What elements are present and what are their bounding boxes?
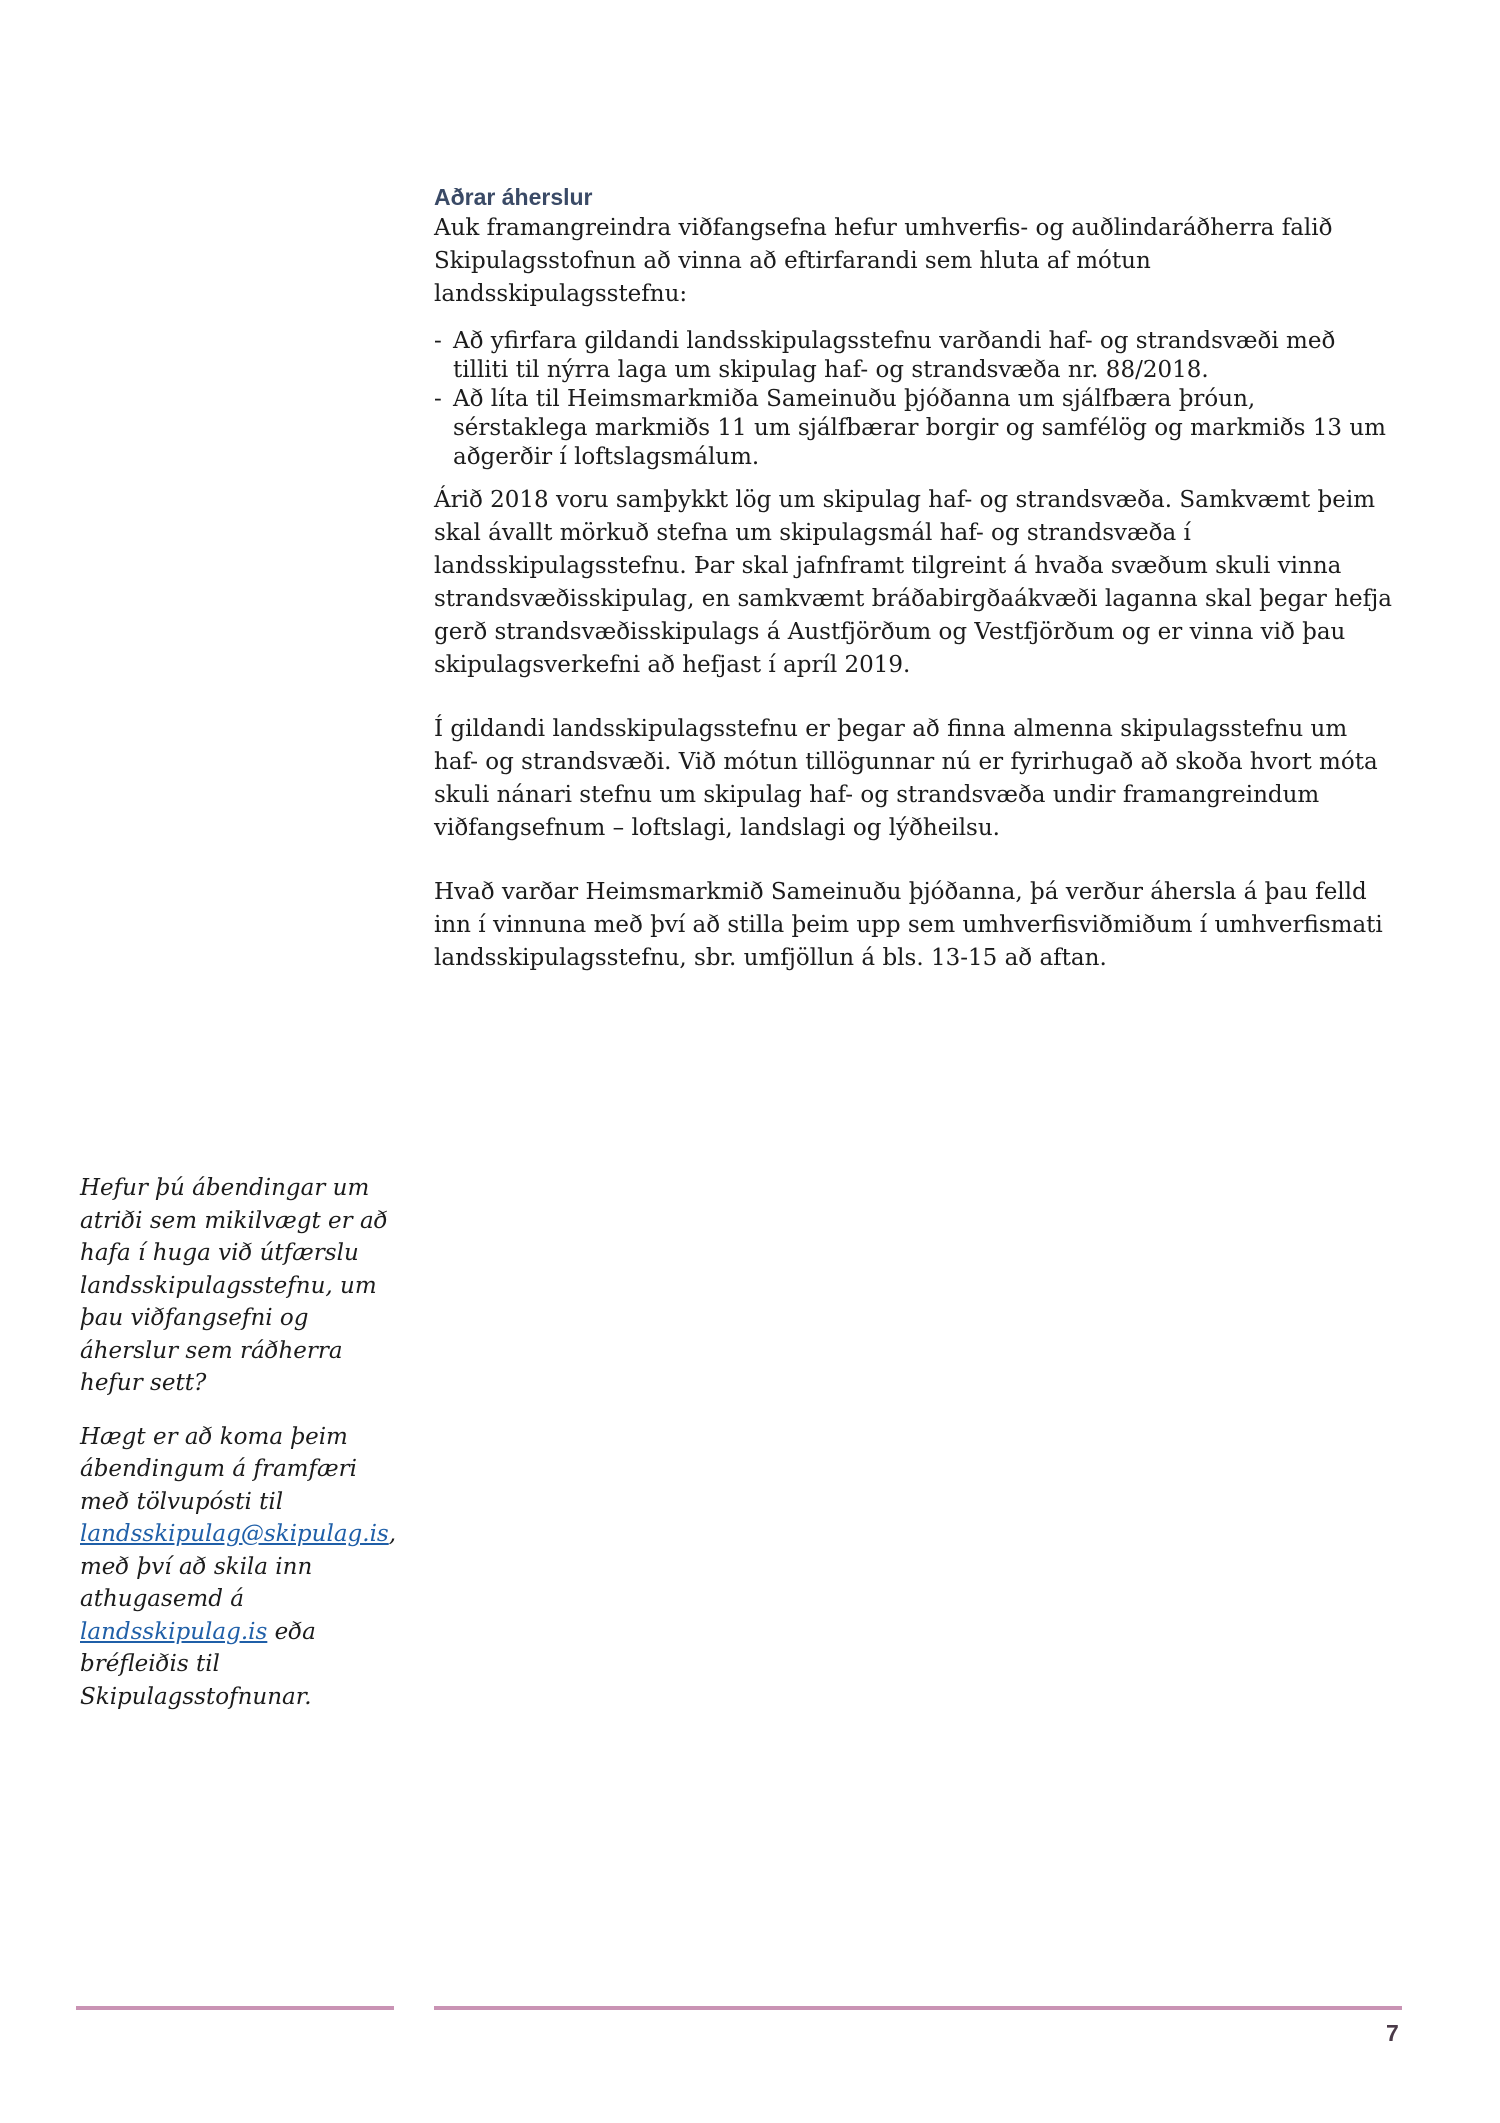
paragraph-global-goals: Hvað varðar Heimsmarkmið Sameinuðu þjóðanna, þá verður áhersla á þau felld inn í vinnuna með því að stilla þeim upp sem umhverfisviðmiðum í umhverfismati landsskipulagsstefnu, sbr. umfjöllun á bls. 13-15 að aftan. [434, 879, 1383, 971]
paragraph-coastal-law: Árið 2018 voru samþykkt lög um skipulag haf- og strandsvæða. Samkvæmt þeim skal ávallt mörkuð stefna um skipulagsmál haf- og strandsvæða í landsskipulagsstefnu. Þar skal jafnframt tilgreint á hvaða svæðum skuli vinna strandsvæðisskipulag, en samkvæmt bráðabirgðaákvæði laganna skal þegar hefja gerð strandsvæðisskipulags á Austfjörðum og Vestfjörðum og er vinna við þau skipulagsverkefni að hefjast í apríl 2019. [434, 487, 1392, 678]
list-item-text: Að yfirfara gildandi landsskipulagsstefnu varðandi haf- og strandsvæði með tilliti til nýrra laga um skipulag haf- og strandsvæða nr. 88/2018. [453, 328, 1336, 383]
bullet-dash: - [434, 386, 442, 412]
page-number: 7 [1386, 2020, 1399, 2046]
list-item [434, 327, 1394, 385]
sidebar-callout [80, 1172, 400, 1713]
footer-rule-left [76, 2006, 394, 2010]
main-content [434, 182, 1394, 975]
sidebar-question: Hefur þú ábendingar um atriði sem mikilvægt er að hafa í huga við útfærslu landsskipulagsstefnu, um þau viðfangsefni og áherslur sem ráðherra hefur sett? [80, 1175, 388, 1396]
list-item-text: Að líta til Heimsmarkmiða Sameinuðu þjóðanna um sjálfbæra þróun, sérstaklega markmiðs 11 um sjálfbærar borgir og samfélög og markmiðs 13 um aðgerðir í loftslagsmálum. [453, 386, 1386, 470]
footer-rule-right [434, 2006, 1402, 2010]
section-heading: Aðrar áherslur [434, 184, 593, 210]
intro-paragraph: Auk framangreindra viðfangsefna hefur umhverfis- og auðlindaráðherra falið Skipulagsstofnun að vinna að eftirfarandi sem hluta af mótun landsskipulagsstefnu: [434, 215, 1333, 307]
website-link[interactable]: landsskipulag.is [80, 1618, 268, 1645]
bullet-dash: - [434, 328, 442, 354]
email-link[interactable]: landsskipulag@skipulag.is [80, 1521, 389, 1547]
list-item [434, 385, 1394, 472]
paragraph-current-policy: Í gildandi landsskipulagsstefnu er þegar að finna almenna skipulagsstefnu um haf- og strandsvæði. Við mótun tillögunnar nú er fyrirhugað að skoða hvort móta skuli nánari stefnu um skipulag haf- og strandsvæða undir framangreindum viðfangsefnum – loftslagi, landslagi og lýðheilsu. [434, 716, 1378, 841]
sidebar-contact: Hægt er að koma þeim ábendingum á framfæri með tölvupósti til landsskipulag@skipulag.is, með því að skila inn athugasemd á landsskipulag.is eða bréfleiðis til Skipulagsstofnunar. [80, 1423, 397, 1710]
focus-list [434, 327, 1394, 472]
